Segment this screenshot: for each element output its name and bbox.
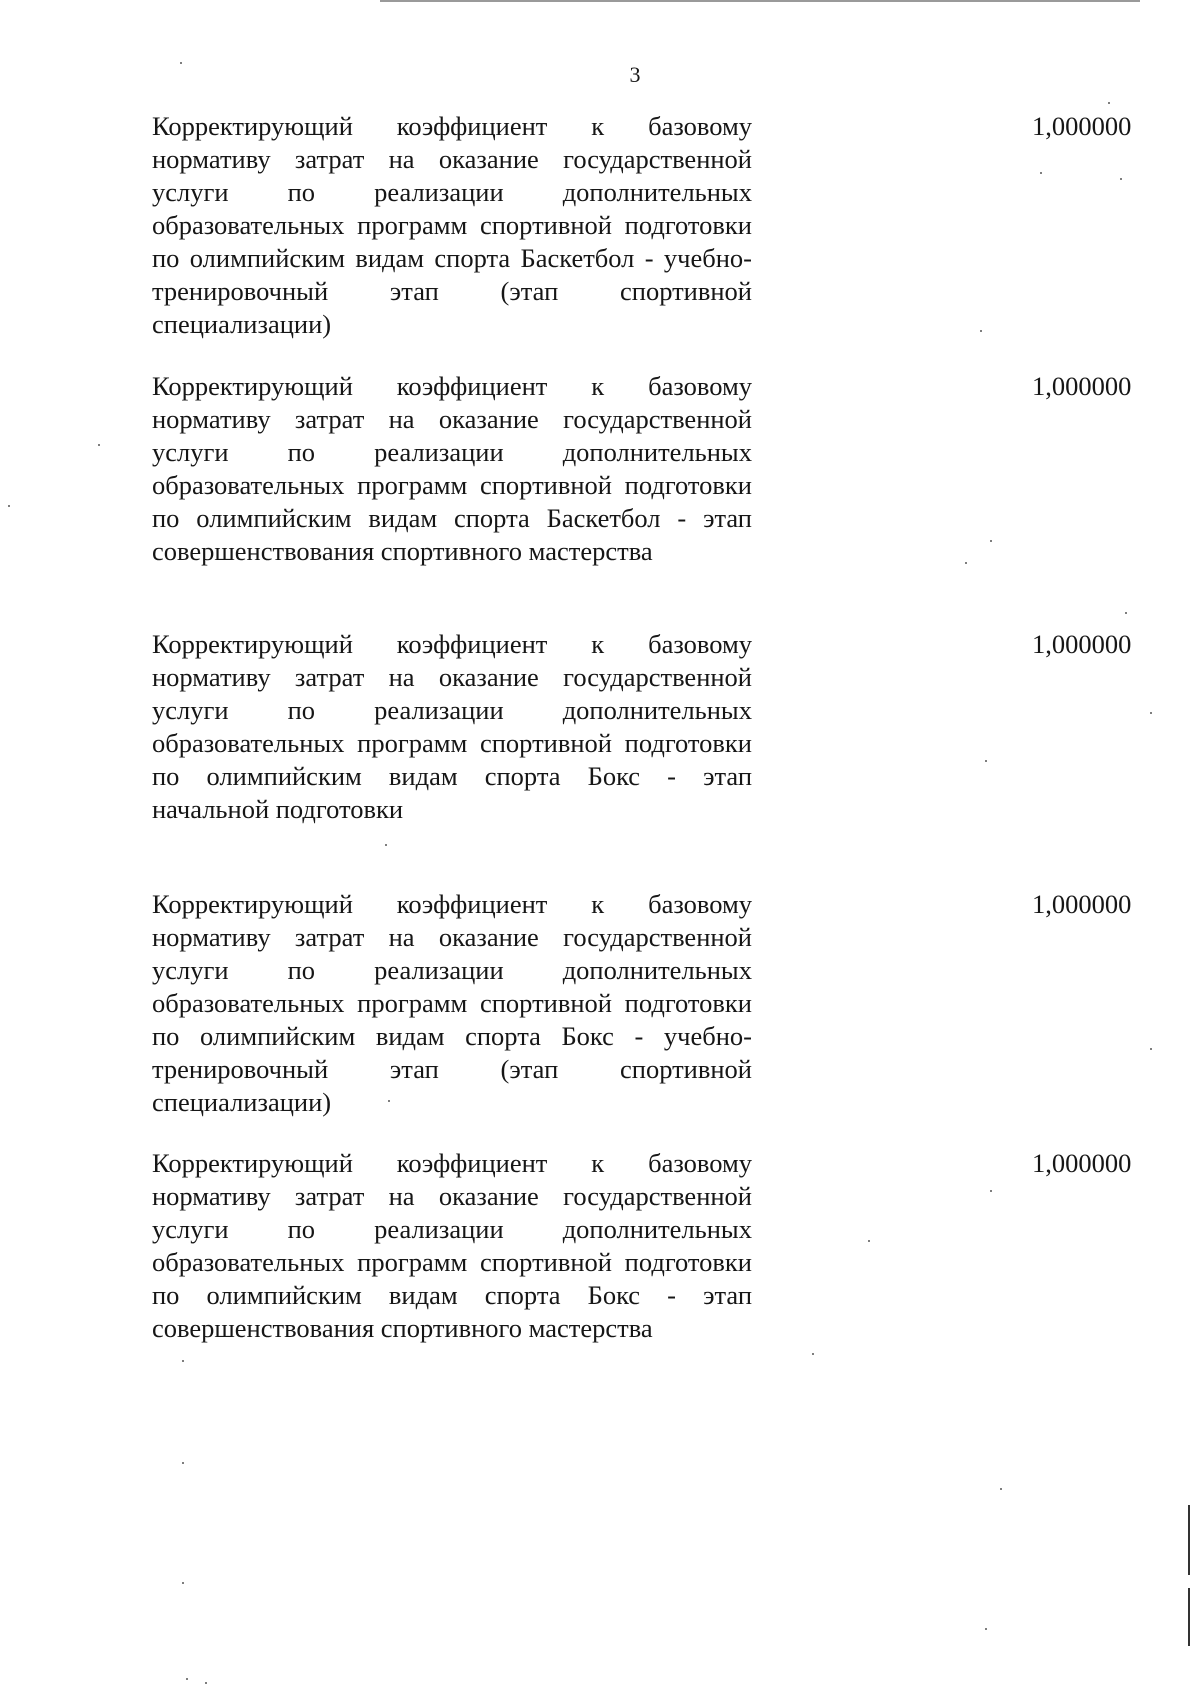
scan-speck (1000, 1488, 1002, 1490)
scan-speck (868, 1240, 870, 1242)
scan-speck (1150, 1048, 1152, 1050)
entry-description: Корректирующий коэффициент к базовому нормативу затрат на оказание государственной услуги по реализации дополнительных образовательных программ спортивной подготовки по олимпийским видам спорта Бокс - этап начальной подготовки (152, 629, 752, 824)
scan-speck (812, 1353, 814, 1355)
entry-description: Корректирующий коэффициент к базовому нормативу затрат на оказание государственной услуги по реализации дополнительных образовательных программ спортивной подготовки по олимпийским видам спорта Баскетбол - учебно-тренировочный этап (этап спортивной специализации) (152, 111, 752, 339)
entry-description: Корректирующий коэффициент к базовому нормативу затрат на оказание государственной услуги по реализации дополнительных образовательных программ спортивной подготовки по олимпийским видам спорта Бокс - учебно-тренировочный этап (этап спортивной специализации) (152, 889, 752, 1117)
scan-speck (965, 562, 967, 564)
entry-value: 1,000000 (1032, 1148, 1132, 1178)
entry-description: Корректирующий коэффициент к базовому нормативу затрат на оказание государственной услуги по реализации дополнительных образовательных программ спортивной подготовки по олимпийским видам спорта Бокс - этап совершенствования спортивного мастерства (152, 1148, 752, 1343)
scan-speck (985, 1628, 987, 1630)
scan-speck (1150, 712, 1152, 714)
top-rule (380, 0, 1140, 2)
scan-speck (388, 1100, 390, 1102)
coefficient-entry (152, 370, 1132, 568)
entry-value: 1,000000 (1032, 371, 1132, 401)
margin-mark (1188, 1588, 1190, 1646)
scan-speck (1125, 612, 1127, 614)
scan-speck (1108, 102, 1110, 104)
scan-speck (205, 1682, 207, 1684)
margin-mark (1188, 1505, 1190, 1575)
scan-speck (182, 1360, 184, 1362)
scan-speck (385, 844, 387, 846)
scan-speck (182, 1582, 184, 1584)
coefficient-entry (152, 628, 1132, 826)
scan-speck (186, 1678, 188, 1680)
scan-speck (182, 1462, 184, 1464)
entry-value: 1,000000 (1032, 629, 1132, 659)
entry-value: 1,000000 (1032, 111, 1132, 141)
entry-value: 1,000000 (1032, 889, 1132, 919)
scan-speck (1040, 172, 1042, 174)
scan-speck (990, 1190, 992, 1192)
entry-description: Корректирующий коэффициент к базовому нормативу затрат на оказание государственной услуги по реализации дополнительных образовательных программ спортивной подготовки по олимпийским видам спорта Баскетбол - этап совершенствования спортивного мастерства (152, 371, 752, 566)
scan-speck (8, 505, 10, 507)
scan-speck (98, 444, 100, 446)
page-number: 3 (629, 62, 641, 87)
scan-speck (990, 540, 992, 542)
scan-speck (180, 62, 182, 64)
scan-speck (985, 760, 987, 762)
coefficient-entry (152, 888, 1132, 1119)
scan-speck (980, 330, 982, 332)
scan-speck (1120, 178, 1122, 180)
coefficient-entry (152, 110, 1132, 341)
coefficient-entry (152, 1147, 1132, 1345)
